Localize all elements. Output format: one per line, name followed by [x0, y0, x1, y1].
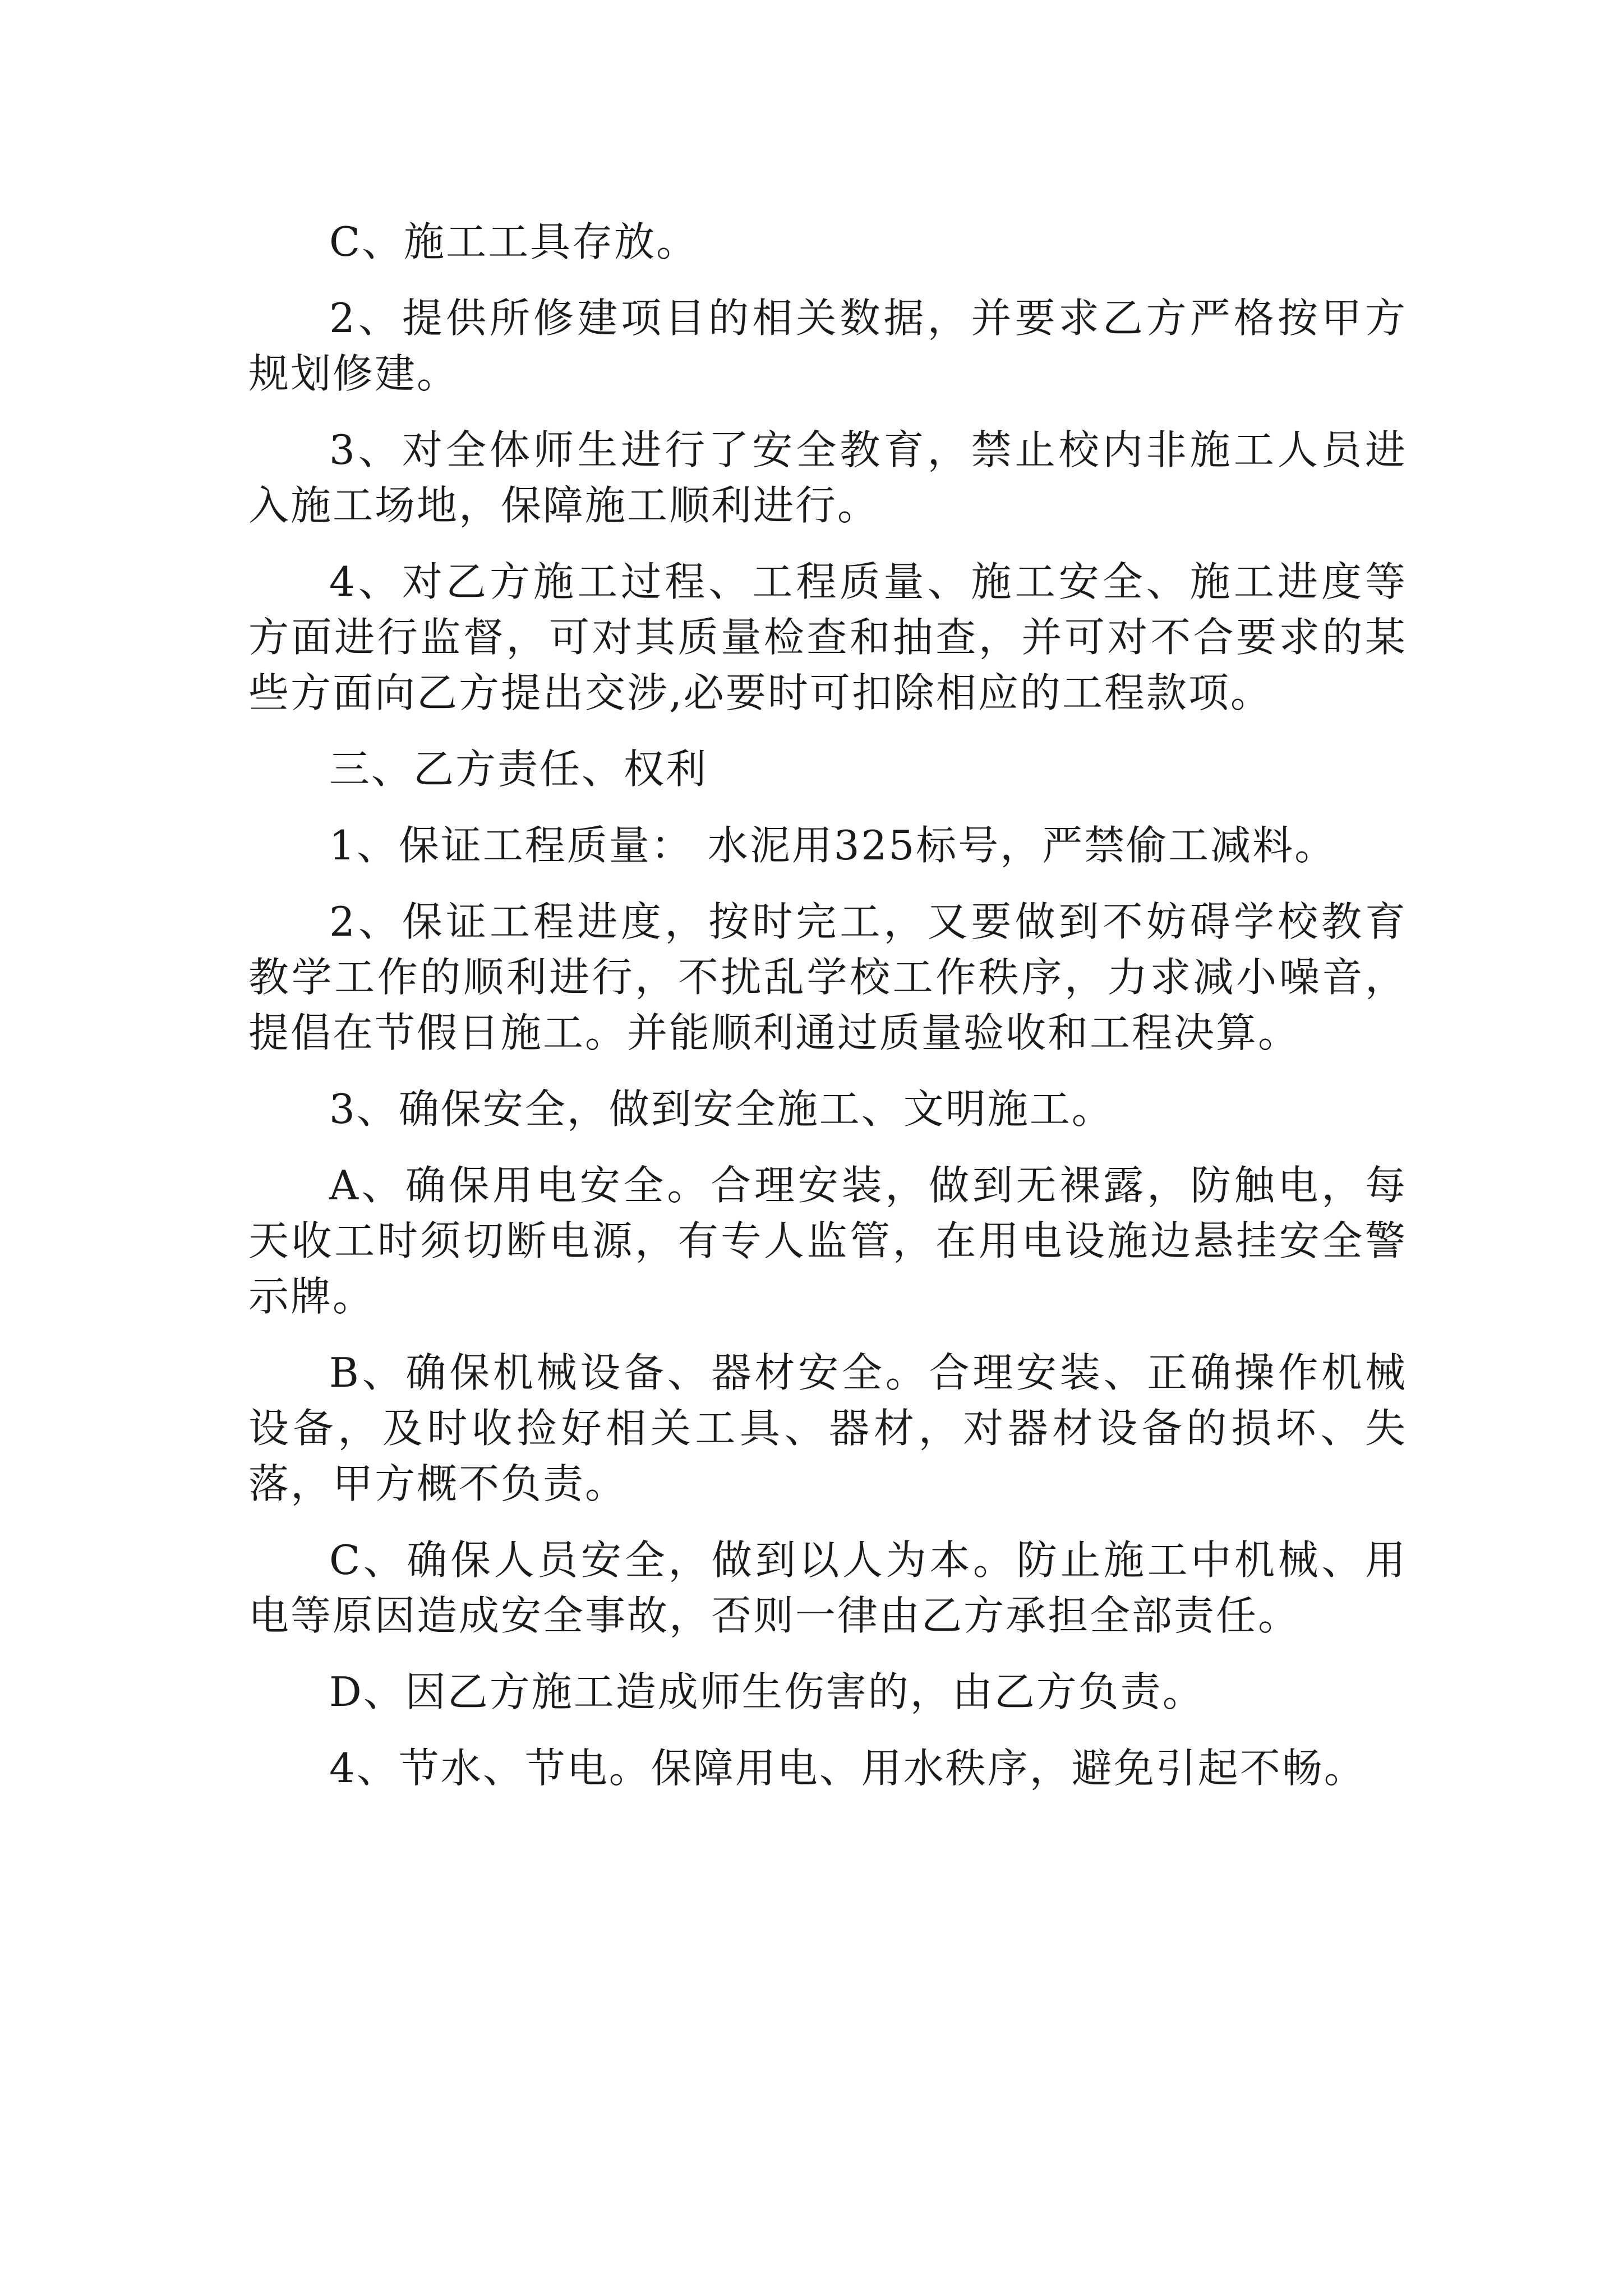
- paragraph-project-data: 2、提供所修建项目的相关数据，并要求乙方严格按甲方规划修建。: [248, 295, 1407, 397]
- paragraph-electrical-safety: A、确保用电安全。合理安装，做到无裸露，防触电，每天收工时须切断电源，有专人监管，在用电设施边悬挂安全警示牌。: [248, 1162, 1407, 1320]
- paragraph-injury-liability: D、因乙方施工造成师生伤害的，由乙方负责。: [329, 1668, 1205, 1715]
- paragraph-personnel-safety: C、确保人员安全，做到以人为本。防止施工中机械、用电等原因造成安全事故，否则一律由乙方承担全部责任。: [248, 1536, 1407, 1639]
- document-body: [248, 214, 1407, 1817]
- paragraph-quality: 1、保证工程质量： 水泥用325标号，严禁偷工减料。: [329, 822, 1337, 869]
- paragraph-safety: 3、确保安全，做到安全施工、文明施工。: [329, 1085, 1114, 1133]
- paragraph-equipment-safety: B、确保机械设备、器材安全。合理安装、正确操作机械设备，及时收捡好相关工具、器材，对器材设备的损坏、失落，甲方概不负责。: [248, 1349, 1407, 1507]
- paragraph-schedule: 2、保证工程进度，按时完工，又要做到不妨碍学校教育教学工作的顺利进行，不扰乱学校工作秩序，力求减小噪音，提倡在节假日施工。并能顺利通过质量验收和工程决算。: [248, 898, 1407, 1056]
- section-heading-party-b: 三、乙方责任、权利: [329, 746, 708, 793]
- paragraph-safety-education: 3、对全体师生进行了安全教育，禁止校内非施工人员进入施工场地，保障施工顺利进行。: [248, 426, 1407, 529]
- paragraph-water-power-saving: 4、节水、节电。保障用电、用水秩序，避免引起不畅。: [329, 1745, 1366, 1792]
- paragraph-tool-storage: C、施工工具存放。: [329, 218, 699, 265]
- paragraph-supervision: 4、对乙方施工过程、工程质量、施工安全、施工进度等方面进行监督，可对其质量检查和抽查，并可对不合要求的某些方面向乙方提出交涉,必要时可扣除相应的工程款项。: [248, 558, 1407, 716]
